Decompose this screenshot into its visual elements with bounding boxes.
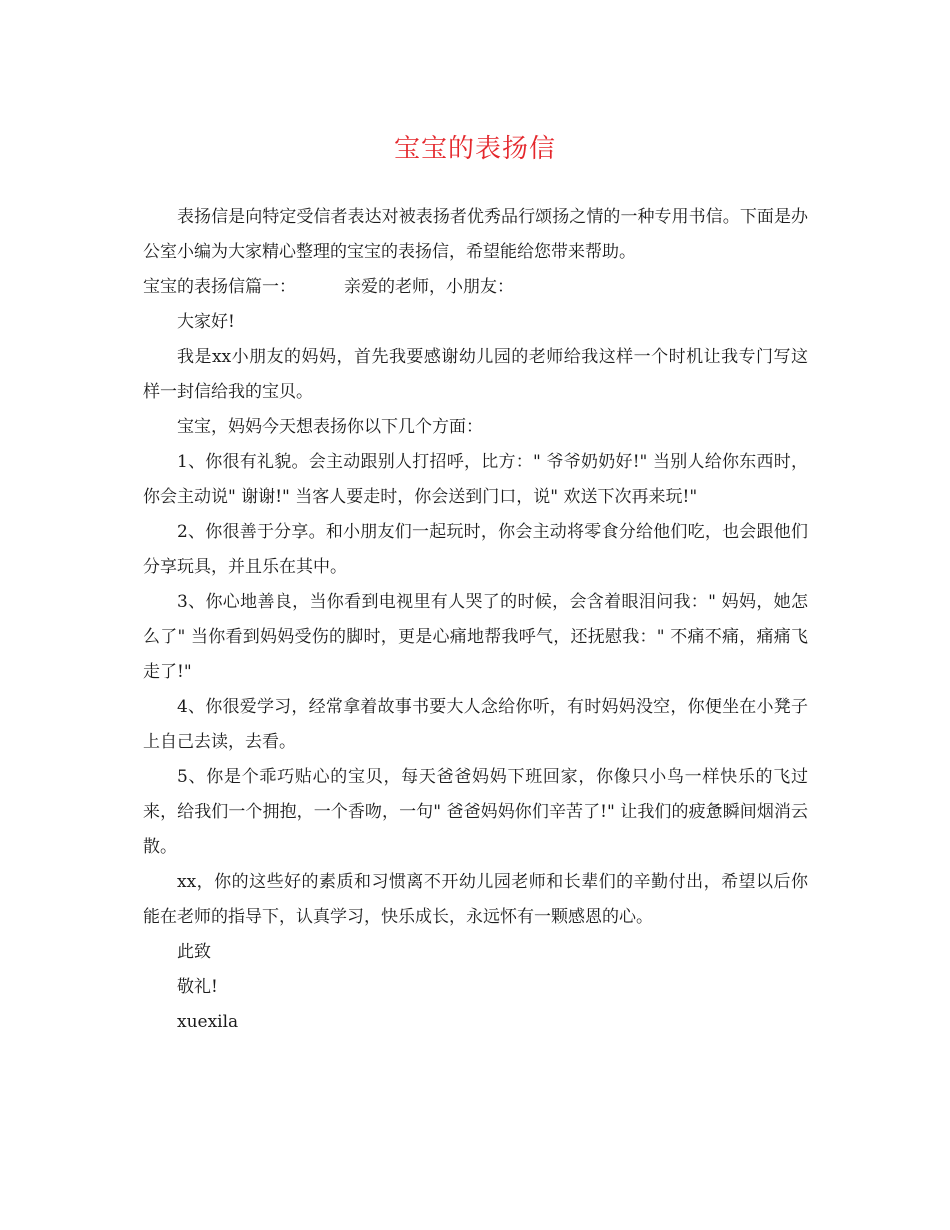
paragraph-intro-mother: 我是xx小朋友的妈妈，首先我要感谢幼儿园的老师给我这样一个时机让我专门写这样一封信给我的宝贝。 bbox=[143, 347, 808, 402]
paragraph-point-4: 4、你很爱学习，经常拿着故事书要大人念给你听，有时妈妈没空，你便坐在小凳子上自己去读，去看。 bbox=[143, 697, 808, 752]
signature: xuexila bbox=[177, 1012, 239, 1032]
paragraph-conclusion: xx，你的这些好的素质和习惯离不开幼儿园老师和长辈们的辛勤付出，希望以后你能在老师的指导下，认真学习，快乐成长，永远怀有一颗感恩的心。 bbox=[143, 872, 808, 927]
paragraph-praise-lead: 宝宝，妈妈今天想表扬你以下几个方面： bbox=[177, 417, 483, 437]
paragraph-point-5: 5、你是个乖巧贴心的宝贝，每天爸爸妈妈下班回家，你像只小鸟一样快乐的飞过来，给我们一个拥抱，一个香吻，一句" 爸爸妈妈你们辛苦了!" 让我们的疲惫瞬间烟消云散。 bbox=[143, 767, 808, 857]
salutation: 亲爱的老师，小朋友： bbox=[344, 277, 514, 297]
document-title: 宝宝的表扬信 bbox=[393, 134, 556, 164]
document-body bbox=[143, 200, 808, 1040]
paragraph-point-2: 2、你很善于分享。和小朋友们一起玩时，你会主动将零食分给他们吃，也会跟他们分享玩具，并且乐在其中。 bbox=[143, 522, 808, 577]
intro-paragraph: 表扬信是向特定受信者表达对被表扬者优秀品行颂扬之情的一种专用书信。下面是办公室小编为大家精心整理的宝宝的表扬信，希望能给您带来帮助。 bbox=[143, 207, 808, 262]
section-label: 宝宝的表扬信篇一： bbox=[143, 277, 296, 297]
closing-line-2: 敬礼! bbox=[177, 977, 218, 997]
closing-line-1: 此致 bbox=[177, 942, 211, 962]
greeting: 大家好! bbox=[177, 312, 235, 332]
section-header-line bbox=[143, 270, 808, 305]
paragraph-point-3: 3、你心地善良，当你看到电视里有人哭了的时候，会含着眼泪问我：" 妈妈，她怎么了" 当你看到妈妈受伤的脚时，更是心痛地帮我呼气，还抚慰我：" 不痛不痛，痛痛飞走了!" bbox=[143, 592, 808, 682]
paragraph-point-1: 1、你很有礼貌。会主动跟别人打招呼，比方：" 爷爷奶奶好!" 当别人给你东西时，你会主动说" 谢谢!" 当客人要走时，你会送到门口，说" 欢送下次再来玩!" bbox=[143, 452, 808, 507]
